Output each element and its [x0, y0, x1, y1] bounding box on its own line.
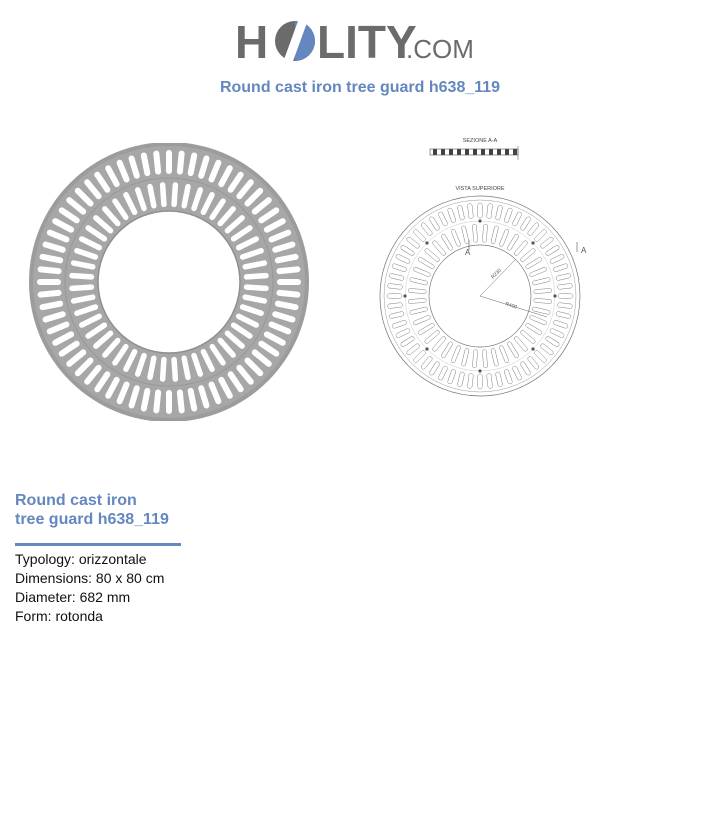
top-view	[380, 196, 587, 396]
product-image	[25, 143, 313, 421]
product-title-line2: tree guard h638_119	[15, 511, 169, 528]
dim-inner: R230	[490, 267, 503, 281]
logo-letter-h: H	[235, 16, 269, 68]
logo-suffix: .COM	[406, 34, 474, 64]
brand-logo[interactable]	[0, 8, 720, 70]
section-label: SEZIONE A-A	[462, 138, 498, 144]
spec-form: Form: rotonda	[15, 608, 103, 624]
section-profile	[430, 146, 518, 160]
tree-guard-ring	[29, 143, 309, 421]
title-divider	[15, 543, 181, 546]
top-view-label: VISTA SUPERIORE	[455, 186, 505, 192]
page-title: Round cast iron tree guard h638_119	[219, 79, 501, 96]
product-title	[15, 491, 315, 529]
logo-o-icon	[275, 12, 315, 70]
section-mark-right: A	[581, 246, 587, 255]
spec-diameter: Diameter: 682 mm	[15, 589, 131, 605]
spec-typology: Typology: orizzontale	[15, 551, 147, 567]
logo-letters-lity: LITY	[317, 16, 417, 68]
product-details	[15, 491, 315, 626]
section-mark-left: A	[465, 248, 471, 257]
product-title-line1: Round cast iron	[15, 492, 137, 509]
spec-dimensions: Dimensions: 80 x 80 cm	[15, 570, 165, 586]
dim-outer: R400	[504, 301, 518, 311]
technical-drawing	[375, 132, 595, 402]
